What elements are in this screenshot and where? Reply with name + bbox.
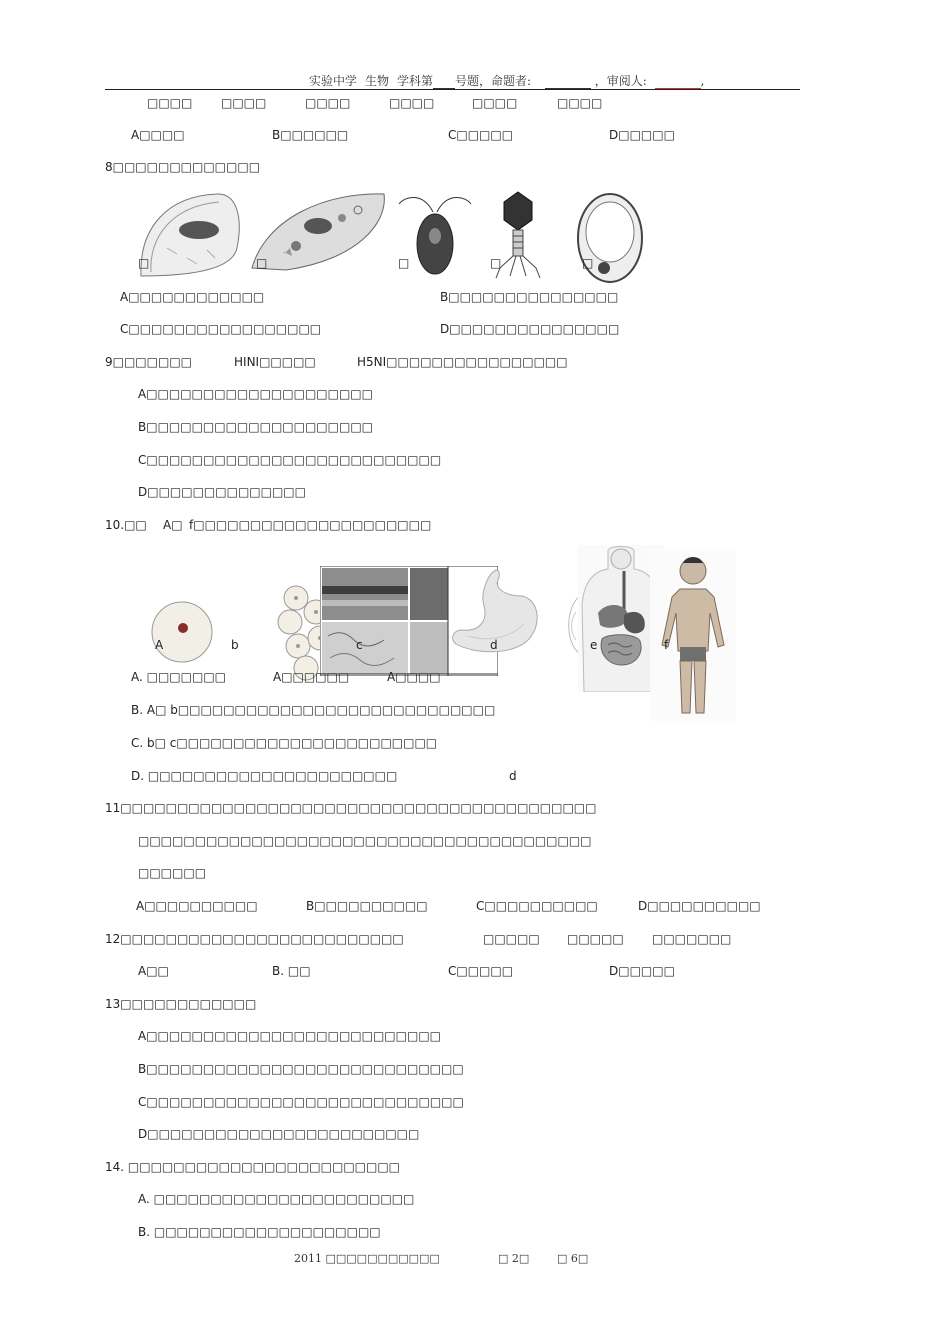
q13-stem: 13□□□□□□□□□□□□: [105, 997, 257, 1011]
q8-figure-paramecium: [246, 188, 391, 273]
q7-option-d: D□□□□□: [609, 128, 675, 142]
q7-top-2: □□□□: [221, 96, 267, 110]
footer-page-total: □ 6□: [557, 1252, 589, 1265]
q7-top-4: □□□□: [389, 96, 435, 110]
q8-stem: 8□□□□□□□□□□□□□: [105, 160, 261, 174]
q8-figure-yeast-cell: [574, 190, 646, 286]
q10-option-b: B. A□ b□□□□□□□□□□□□□□□□□□□□□□□□□□□□: [131, 703, 496, 717]
q7-option-b: B□□□□□□: [272, 128, 349, 142]
q13-option-c: C□□□□□□□□□□□□□□□□□□□□□□□□□□□□: [138, 1095, 464, 1109]
q12-tail-2: □□□□□: [567, 932, 624, 946]
q9-option-d: D□□□□□□□□□□□□□□: [138, 485, 306, 499]
q12-stem: 12□□□□□□□□□□□□□□□□□□□□□□□□□: [105, 932, 404, 946]
q11-line-1: 11□□□□□□□□□□□□□□□□□□□□□□□□□□□□□□□□□□□□□□□□□□: [105, 801, 597, 815]
q11-line-3: □□□□□□: [138, 866, 207, 880]
q8-figure-bacterium: [137, 188, 245, 278]
q12-option-c: C□□□□□: [448, 964, 514, 978]
header-subject-suffix: 学科第: [397, 74, 434, 88]
q8-option-a: A□□□□□□□□□□□□: [120, 290, 265, 304]
q12-option-b: B. □□: [272, 964, 311, 978]
q7-top-5: □□□□: [472, 96, 518, 110]
q10-label-d: d: [490, 638, 498, 652]
q7-top-6: □□□□: [557, 96, 603, 110]
q12-option-a: A□□: [138, 964, 169, 978]
header-subject: 生物: [357, 72, 397, 90]
q12-tail-1: □□□□□: [483, 932, 540, 946]
header-topic-suffix: 号题，命题者:: [455, 74, 532, 88]
header-rule: [105, 89, 800, 90]
q8-label-5: □: [582, 256, 594, 270]
q8-label-1: □: [138, 256, 150, 270]
q8-option-b: B□□□□□□□□□□□□□□□: [440, 290, 619, 304]
q9-option-b: B□□□□□□□□□□□□□□□□□□□□: [138, 420, 373, 434]
q12-tail-3: □□□□□□□: [652, 932, 732, 946]
q10-option-c: C. b□ c□□□□□□□□□□□□□□□□□□□□□□□: [131, 736, 438, 750]
q11-option-c: C□□□□□□□□□□: [476, 899, 598, 913]
footer-page-current: □ 2□: [498, 1252, 530, 1265]
q10-label-c: c: [356, 638, 363, 652]
q12-option-d: D□□□□□: [609, 964, 675, 978]
q11-line-2: □□□□□□□□□□□□□□□□□□□□□□□□□□□□□□□□□□□□□□□□: [138, 834, 592, 848]
q7-option-c: C□□□□□: [448, 128, 514, 142]
q10-option-a-3: A□□□□: [387, 670, 441, 684]
q9-stem-b: HINI□□□□□: [234, 355, 316, 369]
q7-option-a: A□□□□: [131, 128, 185, 142]
q10-label-f: f: [664, 638, 669, 652]
footer-left: 2011 □□□□□□□□□□□: [294, 1252, 440, 1265]
header-reviewer-blank: [655, 74, 701, 89]
header-school: 实验中学: [309, 74, 358, 88]
q9-stem-a: 9□□□□□□□: [105, 355, 192, 369]
q10-stem-b: A□: [163, 518, 183, 532]
q11-option-d: D□□□□□□□□□□: [638, 899, 761, 913]
q7-top-1: □□□□: [147, 96, 193, 110]
q8-option-c: C□□□□□□□□□□□□□□□□□: [120, 322, 322, 336]
q9-option-a: A□□□□□□□□□□□□□□□□□□□□: [138, 387, 373, 401]
q10-stem-a: 10.□□: [105, 518, 147, 532]
q10-stem-c: f□□□□□□□□□□□□□□□□□□□□□: [189, 518, 432, 532]
q7-top-3: □□□□: [305, 96, 351, 110]
q11-option-b: B□□□□□□□□□□: [306, 899, 428, 913]
header-author-blank: [545, 74, 591, 89]
q8-label-2: □: [256, 256, 268, 270]
q10-option-a-2: A□□□□□□: [273, 670, 350, 684]
q8-label-3: □: [398, 256, 410, 270]
q14-option-b: B. □□□□□□□□□□□□□□□□□□□□: [138, 1225, 381, 1239]
q13-option-d: D□□□□□□□□□□□□□□□□□□□□□□□□: [138, 1127, 420, 1141]
q10-figure-cell: [150, 600, 214, 664]
q9-option-c: C□□□□□□□□□□□□□□□□□□□□□□□□□□: [138, 453, 442, 467]
q13-option-b: B□□□□□□□□□□□□□□□□□□□□□□□□□□□□: [138, 1062, 464, 1076]
header-topic-blank: [433, 74, 455, 89]
header-trailing: ,: [700, 74, 705, 88]
header-line: [309, 72, 704, 90]
q10-option-d: D. □□□□□□□□□□□□□□□□□□□□□□: [131, 769, 398, 783]
q10-figure-human-body: [650, 549, 736, 721]
q11-option-a: A□□□□□□□□□□: [136, 899, 258, 913]
q10-label-b: b: [231, 638, 239, 652]
q10-option-d-tail: d: [509, 769, 517, 783]
q9-stem-c: H5NI□□□□□□□□□□□□□□□□: [357, 355, 568, 369]
q10-label-e: e: [590, 638, 598, 652]
header-reviewer-label: ，审阅人:: [594, 74, 647, 88]
q14-stem: 14. □□□□□□□□□□□□□□□□□□□□□□□□: [105, 1160, 401, 1174]
q10-label-a: A: [155, 638, 164, 652]
q13-option-a: A□□□□□□□□□□□□□□□□□□□□□□□□□□: [138, 1029, 441, 1043]
q10-option-a-1: A. □□□□□□□: [131, 670, 226, 684]
q8-label-4: □: [490, 256, 502, 270]
q14-option-a: A. □□□□□□□□□□□□□□□□□□□□□□□: [138, 1192, 415, 1206]
q8-option-d: D□□□□□□□□□□□□□□□: [440, 322, 620, 336]
